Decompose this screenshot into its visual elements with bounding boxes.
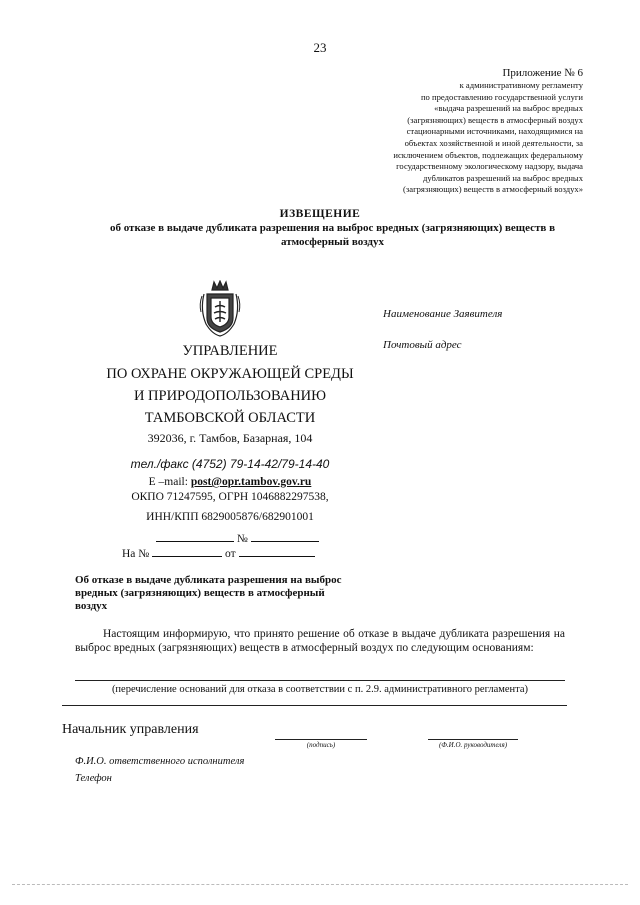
date-blank [156,531,234,542]
org-email-line [100,476,360,488]
appendix-line: объектах хозяйственной и иной деятельности, за [404,137,583,148]
org-phone: тел./факс (4752) 79-14-42/79-14-40 [130,457,330,471]
applicant-name: Наименование Заявителя [383,308,503,320]
appendix-line: государственному экологическому надзору, выдача [396,161,583,172]
executor-phone: Телефон [75,773,112,784]
appendix-block [283,66,583,196]
appendix-line: по предоставлению государственной услуги [420,91,583,102]
executor-name: Ф.И.О. ответственного исполнителя [75,756,245,767]
body-paragraph: Настоящим информирую, что принято решение об отказе в выдаче дубликата разрешения на выброс вредных (загрязняющих) веществ в атмосферный воздух по следующим основаниям: [75,628,565,654]
number-blank [251,531,319,542]
registration-number-line [156,531,319,545]
notice-title: ИЗВЕЩЕНИЕ [279,208,361,220]
appendix-line: дубликатов разрешений на выброс вредных [422,172,583,183]
org-name-line: УПРАВЛЕНИЕ [182,343,278,359]
scan-edge-line [12,884,628,885]
name-blank [428,739,518,740]
reasons-caption: (перечисление оснований для отказа в соответствии с п. 2.9. административного регламента) [111,684,529,695]
org-name-line: ТАМБОВСКОЙ ОБЛАСТИ [144,410,316,426]
signature-blank [275,739,367,740]
reasons-divider [62,705,567,706]
registration-reference-line [122,546,315,560]
coat-of-arms-icon [198,280,242,338]
signature-caption: (подпись) [306,741,336,749]
notice-subtitle: об отказе в выдаче дубликата разрешения на выброс вредных (загрязняющих) веществ в атмосферный воздух [109,222,556,248]
appendix-head: Приложение № 6 [502,67,583,79]
signatory-position: Начальник управления [62,722,199,737]
name-caption: (Ф.И.О. руководителя) [438,741,508,749]
appendix-line: «выдача разрешений на выброс вредных [434,103,583,114]
ref-from-label: от [225,548,236,560]
org-address: 392036, г. Тамбов, Базарная, 104 [147,431,313,445]
email-label: E –mail: [148,476,191,488]
org-okpo: ОКПО 71247595, ОГРН 1046882297538, [131,491,329,503]
postal-address: Почтовый адрес [383,339,462,351]
appendix-line: к административному регламенту [459,80,583,90]
appendix-line: стационарными источниками, находящимися на [406,126,583,137]
number-sign: № [236,533,248,545]
appendix-line: исключением объектов, подлежащих федеральному [393,149,583,160]
appendix-line: (загрязняющих) веществ в атмосферный воздух [407,114,583,125]
ref-prefix: На № [122,548,150,560]
reasons-blank-line [75,680,565,681]
org-name-line: И ПРИРОДОПОЛЬЗОВАНИЮ [133,388,327,404]
email-link[interactable]: post@opr.tambov.gov.ru [190,476,312,488]
page-number: 23 [313,40,327,55]
ref-number-blank [152,546,222,557]
org-inn: ИНН/КПП 6829005876/682901001 [146,511,314,523]
ref-date-blank [239,546,315,557]
appendix-line: (загрязняющих) веществ в атмосферный воздух» [403,184,583,195]
letter-subject: Об отказе в выдаче дубликата разрешения на выброс вредных (загрязняющих) веществ в атмосферный воздух [75,574,342,612]
org-name-line: ПО ОХРАНЕ ОКРУЖАЮЩЕЙ СРЕДЫ [106,366,354,382]
